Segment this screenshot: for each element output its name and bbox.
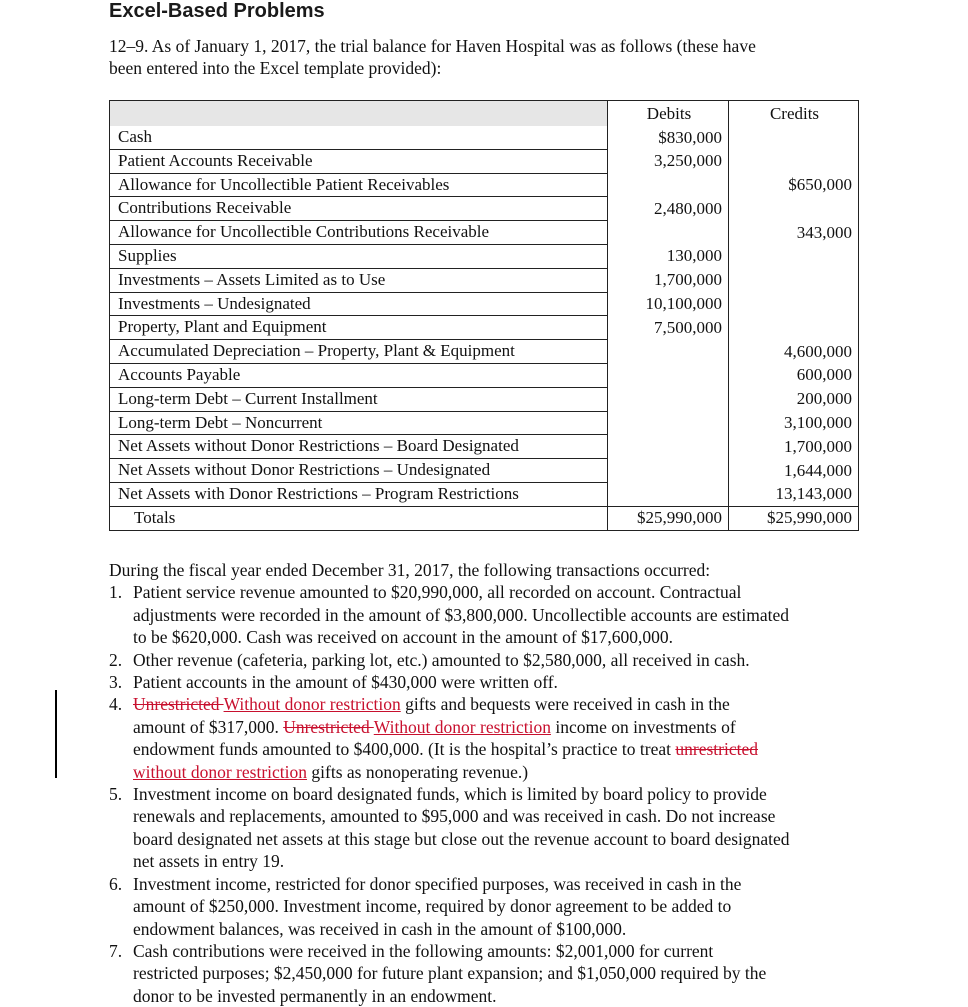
trial-balance-table xyxy=(109,100,859,531)
change-bar xyxy=(55,690,57,778)
transaction-7-line: donor to be invested permanently in an endowment. xyxy=(133,985,497,1006)
debit-cell: 130,000 xyxy=(608,244,729,268)
account-cell: Long-term Debt – Current Installment xyxy=(110,387,608,411)
transaction-4-line: amount of $317,000. Unrestricted Without donor restriction income on investments of xyxy=(133,716,736,737)
transactions-list xyxy=(109,559,869,1007)
debit-cell: 10,100,000 xyxy=(608,292,729,316)
transactions-lead: During the fiscal year ended December 31, 2017, the following transactions occurred: xyxy=(109,560,711,580)
deleted-text: Unrestricted xyxy=(283,716,374,737)
credit-cell: 3,100,000 xyxy=(729,411,859,435)
header-debits: Debits xyxy=(608,101,729,127)
intro-line: been entered into the Excel template provided): xyxy=(109,58,442,78)
credit-cell xyxy=(729,126,859,149)
account-cell: Allowance for Uncollectible Patient Receivables xyxy=(110,173,608,197)
debit-cell: $830,000 xyxy=(608,126,729,149)
table-row xyxy=(110,149,859,173)
account-cell: Long-term Debt – Noncurrent xyxy=(110,411,608,435)
account-cell: Property, Plant and Equipment xyxy=(110,316,608,340)
credit-cell: 13,143,000 xyxy=(729,482,859,506)
table-row xyxy=(110,221,859,245)
account-cell: Accounts Payable xyxy=(110,363,608,387)
header-credits: Credits xyxy=(729,101,859,127)
transaction-5-line: net assets in entry 19. xyxy=(133,851,285,872)
inserted-text: Without donor restriction xyxy=(223,694,401,715)
credit-cell: 4,600,000 xyxy=(729,340,859,364)
account-cell: Contributions Receivable xyxy=(110,197,608,221)
debit-cell xyxy=(608,387,729,411)
table-row xyxy=(110,482,859,506)
transaction-5: 5. Investment income on board designated funds, which is limited by board policy to provide xyxy=(109,784,767,805)
account-cell: Patient Accounts Receivable xyxy=(110,149,608,173)
transaction-6-line: amount of $250,000. Investment income, required by donor agreement to be added to xyxy=(133,896,732,917)
debit-cell xyxy=(608,173,729,197)
table-row xyxy=(110,340,859,364)
credit-cell xyxy=(729,292,859,316)
table-row xyxy=(110,459,859,483)
table-row xyxy=(110,126,859,149)
credit-cell xyxy=(729,149,859,173)
transaction-1-line: adjustments were recorded in the amount of $3,800,000. Uncollectible accounts are estimated xyxy=(133,604,790,625)
debit-cell xyxy=(608,411,729,435)
transaction-2: 2. Other revenue (cafeteria, parking lot, etc.) amounted to $2,580,000, all received in cash. xyxy=(109,649,750,670)
account-cell: Investments – Assets Limited as to Use xyxy=(110,268,608,292)
account-cell: Supplies xyxy=(110,244,608,268)
transaction-7: 7. Cash contributions were received in the following amounts: $2,001,000 for current xyxy=(109,940,714,961)
credit-cell xyxy=(729,316,859,340)
table-row xyxy=(110,197,859,221)
credit-cell xyxy=(729,197,859,221)
inserted-text: Without donor restriction xyxy=(373,716,551,737)
account-cell: Net Assets without Donor Restrictions – Undesignated xyxy=(110,459,608,483)
debit-cell xyxy=(608,482,729,506)
deleted-text: Unrestricted xyxy=(133,694,224,715)
transaction-4-line: endowment funds amounted to $400,000. (It is the hospital’s practice to treat unrestricted xyxy=(133,739,758,760)
header-blank-cell xyxy=(110,101,608,127)
table-header-row xyxy=(110,101,859,127)
credit-cell: 1,644,000 xyxy=(729,459,859,483)
transaction-3: 3. Patient accounts in the amount of $430,000 were written off. xyxy=(109,672,558,693)
debit-cell: 2,480,000 xyxy=(608,197,729,221)
credit-cell: 1,700,000 xyxy=(729,435,859,459)
transaction-5-line: board designated net assets at this stage but close out the revenue account to board designated xyxy=(133,828,790,849)
transaction-4: 4. Unrestricted Without donor restriction gifts and bequests were received in cash in the xyxy=(109,694,730,715)
section-heading: Excel-Based Problems xyxy=(109,0,325,22)
table-row xyxy=(110,435,859,459)
totals-label: Totals xyxy=(110,506,608,530)
account-cell: Allowance for Uncollectible Contributions Receivable xyxy=(110,221,608,245)
table-row xyxy=(110,173,859,197)
transaction-6: 6. Investment income, restricted for donor specified purposes, was received in cash in the xyxy=(109,873,742,894)
credit-cell: $650,000 xyxy=(729,173,859,197)
debit-cell xyxy=(608,363,729,387)
table-row xyxy=(110,244,859,268)
table-row xyxy=(110,268,859,292)
credit-cell: 343,000 xyxy=(729,221,859,245)
debit-cell xyxy=(608,435,729,459)
debit-cell: 1,700,000 xyxy=(608,268,729,292)
table-row xyxy=(110,363,859,387)
table-row xyxy=(110,316,859,340)
totals-debit: $25,990,000 xyxy=(608,506,729,530)
credit-cell: 200,000 xyxy=(729,387,859,411)
totals-credit: $25,990,000 xyxy=(729,506,859,530)
totals-row xyxy=(110,506,859,530)
credit-cell xyxy=(729,268,859,292)
problem-intro xyxy=(109,35,849,79)
deleted-text: unrestricted xyxy=(675,739,758,760)
transaction-4-line: without donor restriction gifts as nonoperating revenue.) xyxy=(133,761,529,782)
account-cell: Accumulated Depreciation – Property, Plant & Equipment xyxy=(110,340,608,364)
account-cell: Investments – Undesignated xyxy=(110,292,608,316)
transaction-5-line: renewals and replacements, amounted to $95,000 and was received in cash. Do not increase xyxy=(133,806,776,827)
account-cell: Net Assets without Donor Restrictions – Board Designated xyxy=(110,435,608,459)
credit-cell xyxy=(729,244,859,268)
transaction-1-line: to be $620,000. Cash was received on account in the amount of $17,600,000. xyxy=(133,627,673,648)
account-cell: Net Assets with Donor Restrictions – Program Restrictions xyxy=(110,482,608,506)
account-cell: Cash xyxy=(110,126,608,149)
debit-cell: 7,500,000 xyxy=(608,316,729,340)
intro-line: 12–9. As of January 1, 2017, the trial balance for Haven Hospital was as follows (these have xyxy=(109,36,756,56)
table-row xyxy=(110,387,859,411)
debit-cell xyxy=(608,340,729,364)
credit-cell: 600,000 xyxy=(729,363,859,387)
inserted-text: without donor restriction xyxy=(133,761,308,782)
table-row xyxy=(110,411,859,435)
table-row xyxy=(110,292,859,316)
debit-cell xyxy=(608,459,729,483)
transaction-1: 1. Patient service revenue amounted to $20,990,000, all recorded on account. Contractual xyxy=(109,582,742,603)
debit-cell: 3,250,000 xyxy=(608,149,729,173)
debit-cell xyxy=(608,221,729,245)
transaction-7-line: restricted purposes; $2,450,000 for future plant expansion; and $1,050,000 required by the xyxy=(133,963,767,984)
transaction-6-line: endowment balances, was received in cash in the amount of $100,000. xyxy=(133,918,627,939)
